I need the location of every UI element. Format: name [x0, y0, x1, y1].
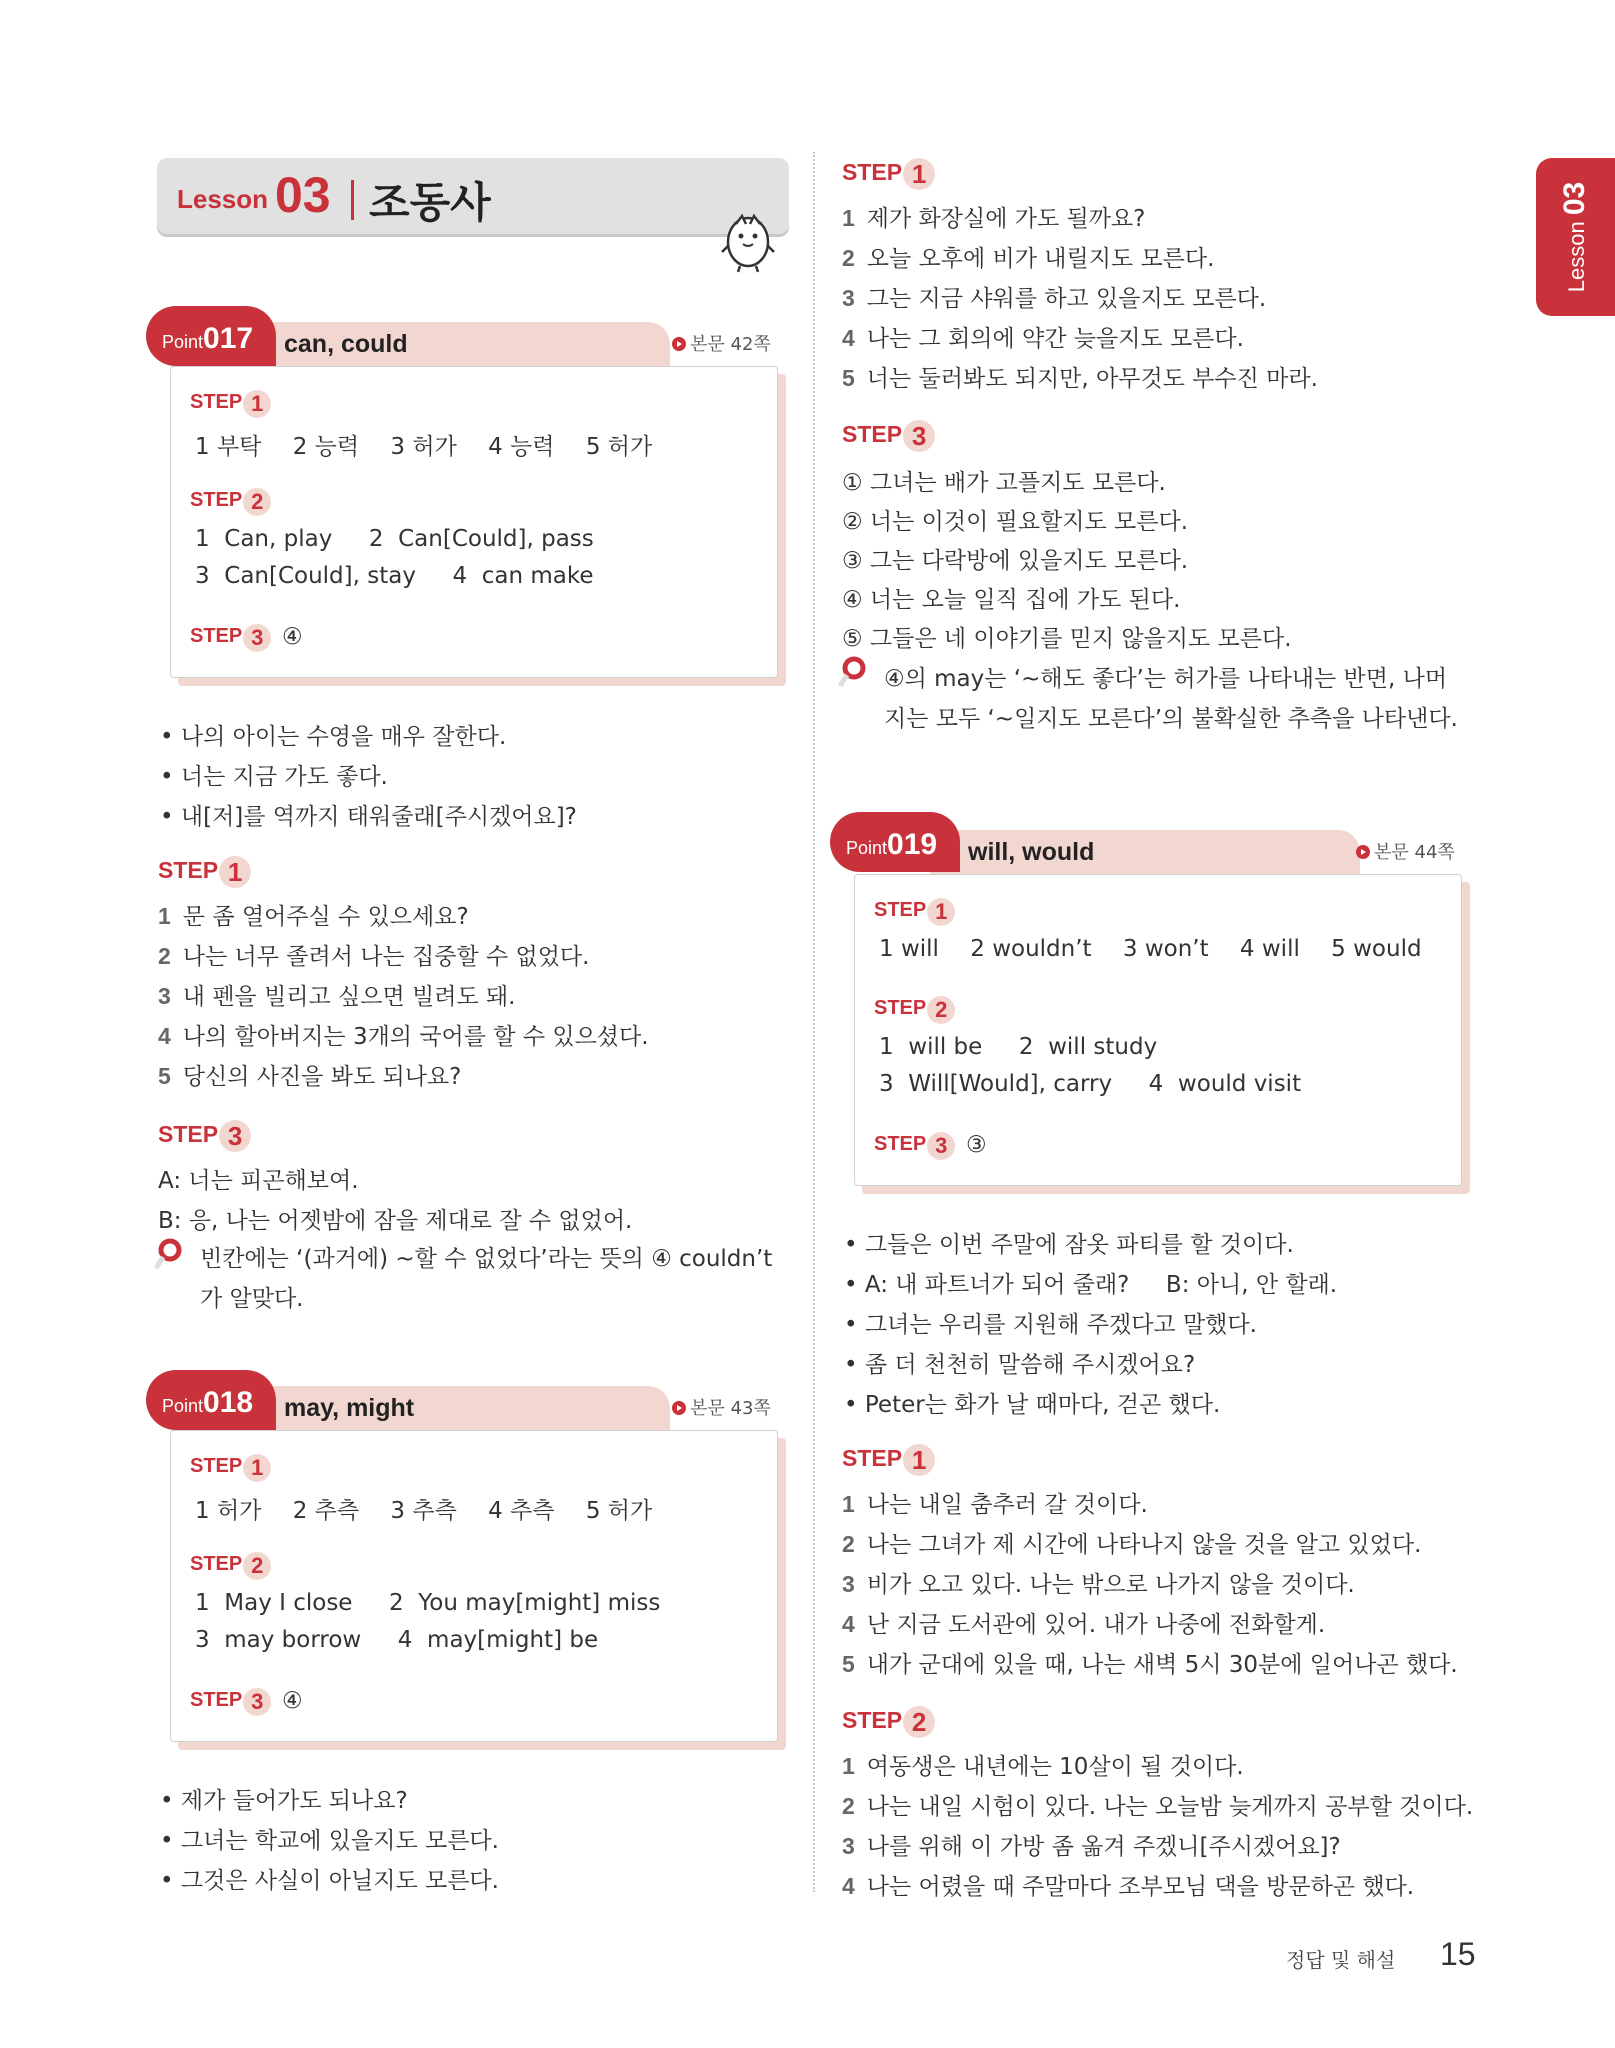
- step2-row: 1 May I close 2 You may[might] miss: [195, 1590, 661, 1616]
- step-label: STEP 1: [190, 1454, 271, 1482]
- bullet-line: • 그녀는 학교에 있을지도 모른다.: [160, 1828, 499, 1854]
- bullet-line: • A: 내 파트너가 되어 줄래? B: 아니, 안 할래.: [844, 1272, 1338, 1298]
- bullet-line: • 너는 지금 가도 좋다.: [160, 764, 388, 790]
- sentence-line: 1 여동생은 내년에는 10살이 될 것이다.: [842, 1753, 1244, 1780]
- point-label: Point: [162, 1396, 204, 1416]
- sentence-line: 5 너는 둘러봐도 되지만, 아무것도 부수진 마라.: [842, 365, 1318, 392]
- step2-row: 1 will be 2 will study: [879, 1034, 1158, 1060]
- answer-item: 1 will: [879, 936, 939, 962]
- point-number: 017: [203, 322, 254, 355]
- answer-item: 5 허가: [585, 434, 653, 460]
- side-tab-number: 03: [1558, 181, 1592, 216]
- step-number: 3: [243, 624, 271, 652]
- step3-answer: ④: [282, 1688, 303, 1714]
- sentence-line: 2 나는 내일 시험이 있다. 나는 오늘밤 늦게까지 공부할 것이다.: [842, 1793, 1474, 1820]
- option-line: ③ 그는 다락방에 있을지도 모른다.: [842, 548, 1189, 574]
- sentence-line: 4 나는 그 회의에 약간 늦을지도 모른다.: [842, 325, 1244, 352]
- point-number: 019: [887, 828, 938, 861]
- footer-section-title: 정답 및 해설: [1286, 1948, 1396, 1972]
- page-ref-text: 본문 43쪽: [690, 1398, 771, 1419]
- arrow-circle-icon: [1356, 845, 1370, 859]
- explanation-line: 지는 모두 ‘~일지도 모른다’의 불확실한 추측을 나타낸다.: [884, 706, 1458, 732]
- answer-item: 3 won’t: [1122, 936, 1209, 962]
- lesson-title: 조동사: [369, 178, 491, 227]
- mascot-icon: [718, 210, 778, 274]
- step-number: 3: [903, 420, 935, 452]
- sentence-line: 3 그는 지금 샤워를 하고 있을지도 모른다.: [842, 285, 1267, 312]
- point-label: Point: [162, 332, 204, 352]
- sentence-line: 1 나는 내일 춤추러 갈 것이다.: [842, 1491, 1148, 1518]
- bullet-line: • 그들은 이번 주말에 잠옷 파티를 할 것이다.: [844, 1232, 1294, 1258]
- step-number: 2: [927, 996, 955, 1024]
- step-number: 3: [243, 1688, 271, 1716]
- step-label: STEP 1: [842, 158, 935, 190]
- answer-item: 5 허가: [585, 1498, 653, 1524]
- step-number: 1: [903, 1444, 935, 1476]
- bullet-line: • 그녀는 우리를 지원해 주겠다고 말했다.: [844, 1312, 1257, 1338]
- point-title: may, might: [284, 1394, 415, 1422]
- page-number: 15: [1440, 1936, 1476, 1972]
- page-ref: [1356, 838, 1455, 864]
- step-label: STEP 3: [842, 420, 935, 452]
- page-ref-text: 본문 42쪽: [690, 334, 771, 355]
- bullet-line: • 나의 아이는 수영을 매우 잘한다.: [160, 724, 507, 750]
- step-label: STEP 2: [190, 488, 271, 516]
- arrow-circle-icon: [672, 1401, 686, 1415]
- page-ref: [672, 1394, 771, 1420]
- step-label: STEP 2: [874, 996, 955, 1024]
- option-line: ② 너는 이것이 필요할지도 모른다.: [842, 509, 1189, 535]
- step-label: STEP 1: [190, 390, 271, 418]
- step-label: STEP 3: [874, 1132, 955, 1160]
- sentence-line: 5 당신의 사진을 봐도 되나요?: [158, 1063, 462, 1090]
- step-label: STEP 2: [190, 1552, 271, 1580]
- bullet-line: • 제가 들어가도 되나요?: [160, 1788, 408, 1814]
- step-label: STEP 1: [874, 898, 955, 926]
- answer-item: 4 능력: [488, 434, 555, 460]
- step-number: 1: [219, 856, 251, 888]
- step-label: STEP 3: [158, 1120, 251, 1152]
- sentence-line: 1 제가 화장실에 가도 될까요?: [842, 205, 1146, 232]
- sentence-line: 4 난 지금 도서관에 있어. 내가 나중에 전화할게.: [842, 1611, 1326, 1638]
- step-number: 1: [903, 158, 935, 190]
- sentence-line: 2 나는 너무 졸려서 나는 집중할 수 없었다.: [158, 943, 590, 970]
- bullet-line: • Peter는 화가 날 때마다, 걷곤 했다.: [844, 1392, 1221, 1418]
- lesson-header: [157, 158, 789, 234]
- point-title: can, could: [284, 330, 408, 358]
- step3-answer: ③: [966, 1132, 987, 1158]
- sentence-line: 2 오늘 오후에 비가 내릴지도 모른다.: [842, 245, 1215, 272]
- sentence-line: 3 내 펜을 빌리고 싶으면 빌려도 돼.: [158, 983, 516, 1010]
- bullet-line: • 내[저]를 역까지 태워줄래[주시겠어요]?: [160, 804, 577, 830]
- column-divider: [813, 152, 815, 1892]
- magnifier-icon: [154, 1238, 184, 1278]
- lesson-word: Lesson: [177, 184, 269, 214]
- magnifier-icon: [838, 656, 868, 696]
- arrow-circle-icon: [672, 337, 686, 351]
- step2-row: 3 may borrow 4 may[might] be: [195, 1627, 599, 1653]
- explanation-line: 가 알맞다.: [200, 1286, 304, 1312]
- option-line: ④ 너는 오늘 일직 집에 가도 된다.: [842, 587, 1181, 613]
- sentence-line: 2 나는 그녀가 제 시간에 나타나지 않을 것을 알고 있었다.: [842, 1531, 1422, 1558]
- sentence-line: 5 내가 군대에 있을 때, 나는 새벽 5시 30분에 일어나곤 했다.: [842, 1651, 1458, 1678]
- step1-answers: [195, 1492, 652, 1525]
- step-number: 2: [243, 488, 271, 516]
- step-number: 1: [243, 1454, 271, 1482]
- sentence-line: 4 나의 할아버지는 3개의 국어를 할 수 있으셨다.: [158, 1023, 649, 1050]
- answer-item: 4 will: [1239, 936, 1300, 962]
- side-tab-word: Lesson: [1564, 221, 1590, 293]
- sentence-line: 3 나를 위해 이 가방 좀 옮겨 주겠니[주시겠어요]?: [842, 1833, 1341, 1860]
- step2-row: 3 Will[Would], carry 4 would visit: [879, 1071, 1302, 1097]
- step-number: 2: [243, 1552, 271, 1580]
- bullet-line: • 그것은 사실이 아닐지도 모른다.: [160, 1868, 499, 1894]
- answer-item: 2 능력: [292, 434, 360, 460]
- answer-item: 5 would: [1331, 936, 1422, 962]
- sentence-line: 3 비가 오고 있다. 나는 밖으로 나가지 않을 것이다.: [842, 1571, 1355, 1598]
- dialogue-line: A: 너는 피곤해보여.: [158, 1168, 359, 1194]
- bullet-line: • 좀 더 천천히 말씀해 주시겠어요?: [844, 1352, 1196, 1378]
- page-ref-text: 본문 44쪽: [1374, 842, 1455, 863]
- lesson-divider: [351, 180, 354, 220]
- step-number: 2: [903, 1706, 935, 1738]
- option-line: ① 그녀는 배가 고플지도 모른다.: [842, 470, 1166, 496]
- option-line: ⑤ 그들은 네 이야기를 믿지 않을지도 모른다.: [842, 626, 1292, 652]
- explanation-line: 빈칸에는 ‘(과거에) ~할 수 없었다’라는 뜻의 ④ couldn’t: [200, 1246, 773, 1272]
- step-label: STEP 1: [842, 1444, 935, 1476]
- answer-item: 1 허가: [195, 1498, 262, 1524]
- answer-item: 2 wouldn’t: [970, 936, 1092, 962]
- step1-answers: [879, 936, 1422, 962]
- point-number: 018: [203, 1386, 254, 1419]
- step2-row: 3 Can[Could], stay 4 can make: [195, 563, 594, 589]
- step1-answers: [195, 428, 652, 461]
- side-tab-label: [1559, 182, 1593, 292]
- step2-row: 1 Can, play 2 Can[Could], pass: [195, 526, 594, 552]
- sentence-line: 1 문 좀 열어주실 수 있으세요?: [158, 903, 469, 930]
- step-label: STEP 1: [158, 856, 251, 888]
- answer-item: 4 추측: [488, 1498, 555, 1524]
- step-label: STEP 3: [190, 1688, 271, 1716]
- step-number: 1: [243, 390, 271, 418]
- dialogue-line: B: 응, 나는 어젯밤에 잠을 제대로 잘 수 없었어.: [158, 1208, 633, 1234]
- answer-item: 1 부탁: [195, 434, 262, 460]
- explanation-line: ④의 may는 ‘~해도 좋다’는 허가를 나타내는 반면, 나머: [884, 666, 1448, 692]
- step-label: STEP 2: [842, 1706, 935, 1738]
- step-number: 1: [927, 898, 955, 926]
- sentence-line: 4 나는 어렸을 때 주말마다 조부모님 댁을 방문하곤 했다.: [842, 1873, 1415, 1900]
- point-label: Point: [846, 838, 888, 858]
- step-label: STEP 3: [190, 624, 271, 652]
- answer-item: 2 추측: [292, 1498, 360, 1524]
- page-ref: [672, 330, 771, 356]
- answer-item: 3 추측: [390, 1498, 457, 1524]
- lesson-number: 03: [275, 167, 331, 223]
- answer-item: 3 허가: [390, 434, 457, 460]
- step-number: 3: [219, 1120, 251, 1152]
- step-number: 3: [927, 1132, 955, 1160]
- point-title: will, would: [968, 838, 1095, 866]
- step3-answer: ④: [282, 624, 303, 650]
